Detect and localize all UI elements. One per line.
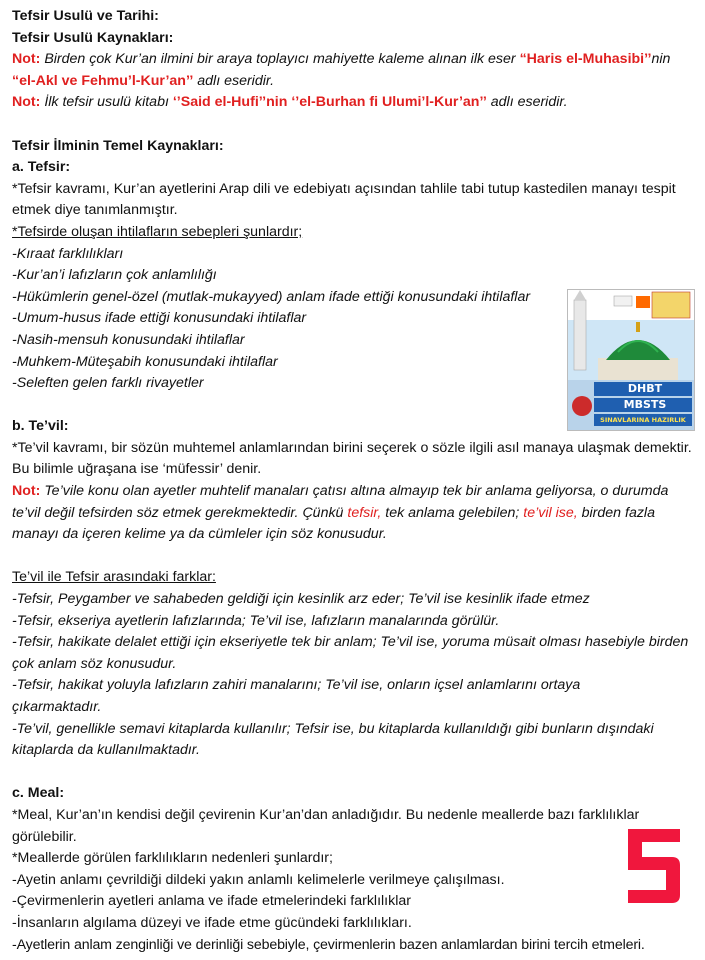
sources-heading: Tefsir Usulü Kaynakları: (12, 29, 174, 46)
tefsir-heading: a. Tefsir: (12, 159, 71, 176)
list-item: -İnsanların algılama düzeyi ve ifade etme gücündeki farklılıkları. (12, 914, 412, 931)
note-first-work-line1: Not: Birden çok Kur’an ilmini bir araya toplayıcı mahiyette kaleme alınan ilk eser “Haris el-Muhasibi’’nin (12, 51, 671, 68)
document-page (12, 6, 702, 956)
differences-list (12, 589, 702, 762)
list-item: -Seleften gelen farklı rivayetler (12, 375, 204, 392)
list-item: -Te’vil, genellikle semavi kitaplarda kullanılır; Tefsir ise, bu kitaplarda kullanıldığı gibi bunların dışındaki kitaplarda da kullanılmaktadır. (12, 720, 654, 759)
exam-prep-thumbnail (567, 289, 695, 431)
note-first-usul-book: Not: İlk tefsir usulü kitabı ‘’Said el-Hufi’’nin ‘’el-Burhan fi Ulumi’l-Kur’an’’ adlı eseridir. (12, 94, 568, 111)
meal-heading: c. Meal: (12, 785, 65, 802)
tevil-heading: b. Te’vil: (12, 418, 69, 435)
page-number-five (622, 825, 684, 907)
list-item: -Tefsir, hakikat yoluyla lafızların zahiri manalarını; Te’vil ise, onların içsel anlamlarını ortaya çıkarmaktadır. (12, 677, 581, 715)
tevil-definition: *Te’vil kavramı, bir sözün muhtemel anlamlarından birini seçerek o sözle ilgili asıl manaya ulaşmak demektir. Bu bilimle uğraşana ise ‘müfessir’ denir. (12, 439, 692, 478)
list-item: -Muhkem-Müteşabih konusundaki ihtilaflar (12, 353, 278, 370)
badge-mbsts: MBSTS (623, 398, 667, 411)
list-item: -Tefsir, hakikate delalet ettiği için ekseriyetle tek bir anlam; Te’vil ise, yoruma müsait olması hasebiyle birden çok anlam söz konusudur. (12, 634, 689, 672)
tevil-note: Not: Te’vile konu olan ayetler muhtelif manaları çatısı altına almayıp tek bir anlama geliyorsa, o durumda te’vil değil tefsirden söz etmek gerekmektedir. Çünkü tefsir, tek anlama gelebilen; te’vil ise, birden fazla manayı da içeren kelime ya da cümleler için söz konusudur. (12, 483, 669, 543)
list-item: -Ayetin anlamı çevrildiği dildeki yakın anlamlı kelimelerle verilmeye çalışılması. (12, 871, 505, 888)
list-item: -Ayetlerin anlam zenginliği ve derinliği sebebiyle, çevirmenlerin bazen anlamlardan birini tercih etmeleri. (12, 936, 645, 953)
list-item: -Tefsir, Peygamber ve sahabeden geldiği için kesinlik arz eder; Te’vil ise kesinlik ifade etmez (12, 591, 590, 608)
meal-differences-heading: *Meallerde görülen farklılıkların nedenleri şunlardır; (12, 850, 333, 867)
basic-sources-heading: Tefsir İlminin Temel Kaynakları: (12, 137, 224, 154)
list-item: -Umum-husus ifade ettiği konusundaki ihtilaflar (12, 310, 307, 327)
badge-dhbt: DHBT (627, 382, 663, 395)
list-item: -Kıraat farklılıkları (12, 245, 124, 262)
badge-exam-prep: SINAVLARINA HAZIRLIK (600, 416, 686, 424)
tefsir-disputes-heading: *Tefsirde oluşan ihtilafların sebepleri şunlardır; (12, 223, 303, 240)
list-item: -Nasih-mensuh konusundaki ihtilaflar (12, 331, 245, 348)
meal-definition: *Meal, Kur’an’ın kendisi değil çevirenin Kur’an’dan anladığıdır. Bu nedenle meallerde bazı farklılıklar görülebilir. (12, 806, 640, 845)
differences-heading: Te’vil ile Tefsir arasındaki farklar: (12, 569, 216, 586)
list-item: -Kur’an’i lafızların çok anlamlılığı (12, 267, 217, 284)
list-item: -Tefsir, ekseriya ayetlerin lafızlarında; Te’vil ise, lafızların manalarında görülür. (12, 612, 500, 629)
list-item: -Hükümlerin genel-özel (mutlak-mukayyed) anlam ifade ettiği konusundaki ihtilaflar (12, 288, 531, 305)
note-first-work-line2: “el-Akl ve Fehmu’l-Kur’an’’ adlı eseridir. (12, 72, 275, 89)
meal-differences-list (12, 870, 702, 956)
tefsir-definition: *Tefsir kavramı, Kur’an ayetlerini Arap dili ve edebiyatı açısından tahlile tabi tutup kastedilen manayı tespit etmek diye tanımlanmıştır. (12, 180, 676, 219)
doc-title: Tefsir Usulü ve Tarihi: (12, 8, 159, 24)
list-item: -Çevirmenlerin ayetleri anlama ve ifade etmelerindeki farklılıklar (12, 893, 411, 910)
